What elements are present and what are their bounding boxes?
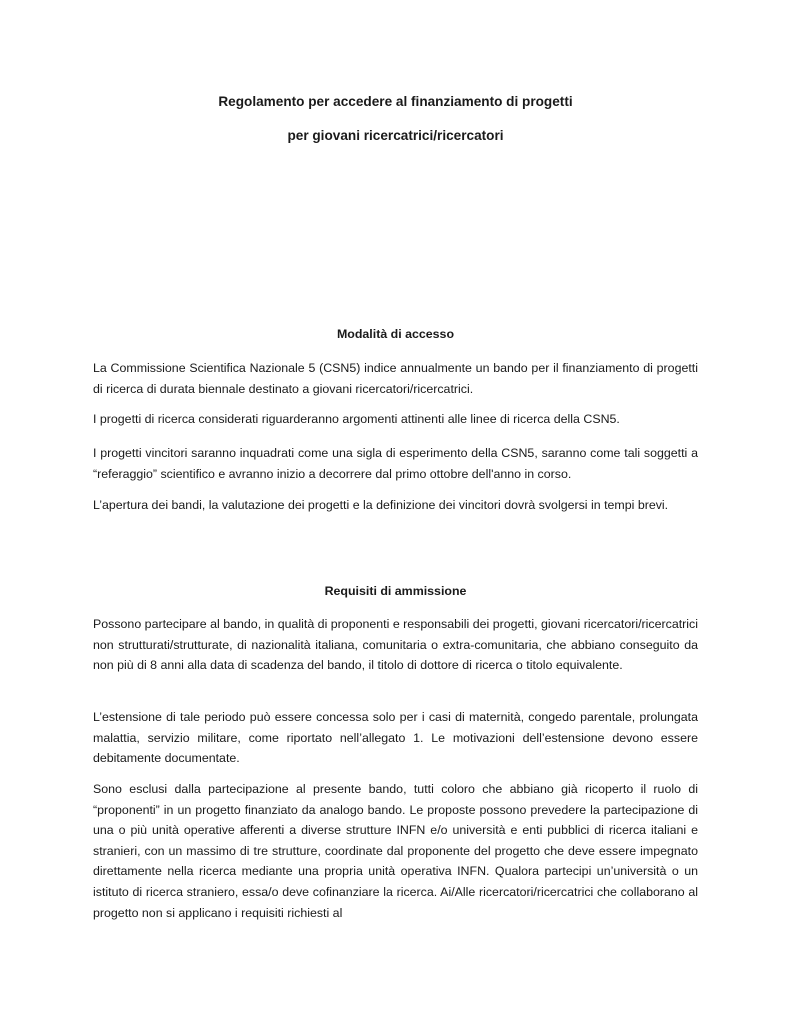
document-title-line-1: Regolamento per accedere al finanziamento di progetti [218,94,573,109]
paragraph: I progetti di ricerca considerati riguarderanno argomenti attinenti alle linee di ricerca della CSN5. [93,412,620,426]
paragraph: Sono esclusi dalla partecipazione al presente bando, tutti coloro che abbiano già ricoperto il ruolo di “proponenti” in un progetto finanziato da analogo bando. Le proposte possono prevedere la partecipazione di una o più unità operative afferenti a diverse strutture INFN e/o università e enti pubblici di ricerca italiani e stranieri, con un massimo di tre strutture, coordinate dal proponente del progetto che deve essere impegnato direttamente nella ricerca mediante una propria unità operativa INFN. Qualora partecipi un’università o un istituto di ricerca straniero, essa/o deve cofinanziare la ricerca. Ai/Alle ricercatori/ricercatrici che collaborano al progetto non si applicano i requisiti richiesti al [93,782,698,920]
document-title-line-2: per giovani ricercatrici/ricercatori [287,128,504,143]
paragraph: La Commissione Scientifica Nazionale 5 (CSN5) indice annualmente un bando per il finanziamento di progetti di ricerca di durata biennale destinato a giovani ricercatori/ricercatrici. [93,361,698,396]
paragraph: L’estensione di tale periodo può essere concessa solo per i casi di maternità, congedo parentale, prolungata malattia, servizio militare, come riportato nell’allegato 1. Le motivazioni dell’estensione devono essere debitamente documentate. [93,710,698,766]
paragraph: L’apertura dei bandi, la valutazione dei progetti e la definizione dei vincitori dovrà svolgersi in tempi brevi. [93,498,669,512]
paragraph: Possono partecipare al bando, in qualità di proponenti e responsabili dei progetti, giovani ricercatori/ricercatrici non strutturati/strutturate, di nazionalità italiana, comunitaria o extra-comunitaria, che abbiano conseguito da non più di 8 anni alla data di scadenza del bando, il titolo di dottore di ricerca o titolo equivalente. [93,617,698,673]
section-heading-requisiti: Requisiti di ammissione [324,584,467,598]
paragraph: I progetti vincitori saranno inquadrati come una sigla di esperimento della CSN5, saranno come tali soggetti a “referaggio” scientifico e avranno inizio a decorrere dal primo ottobre dell'anno in corso. [93,446,698,481]
section-heading-modalita: Modalità di accesso [336,327,455,341]
